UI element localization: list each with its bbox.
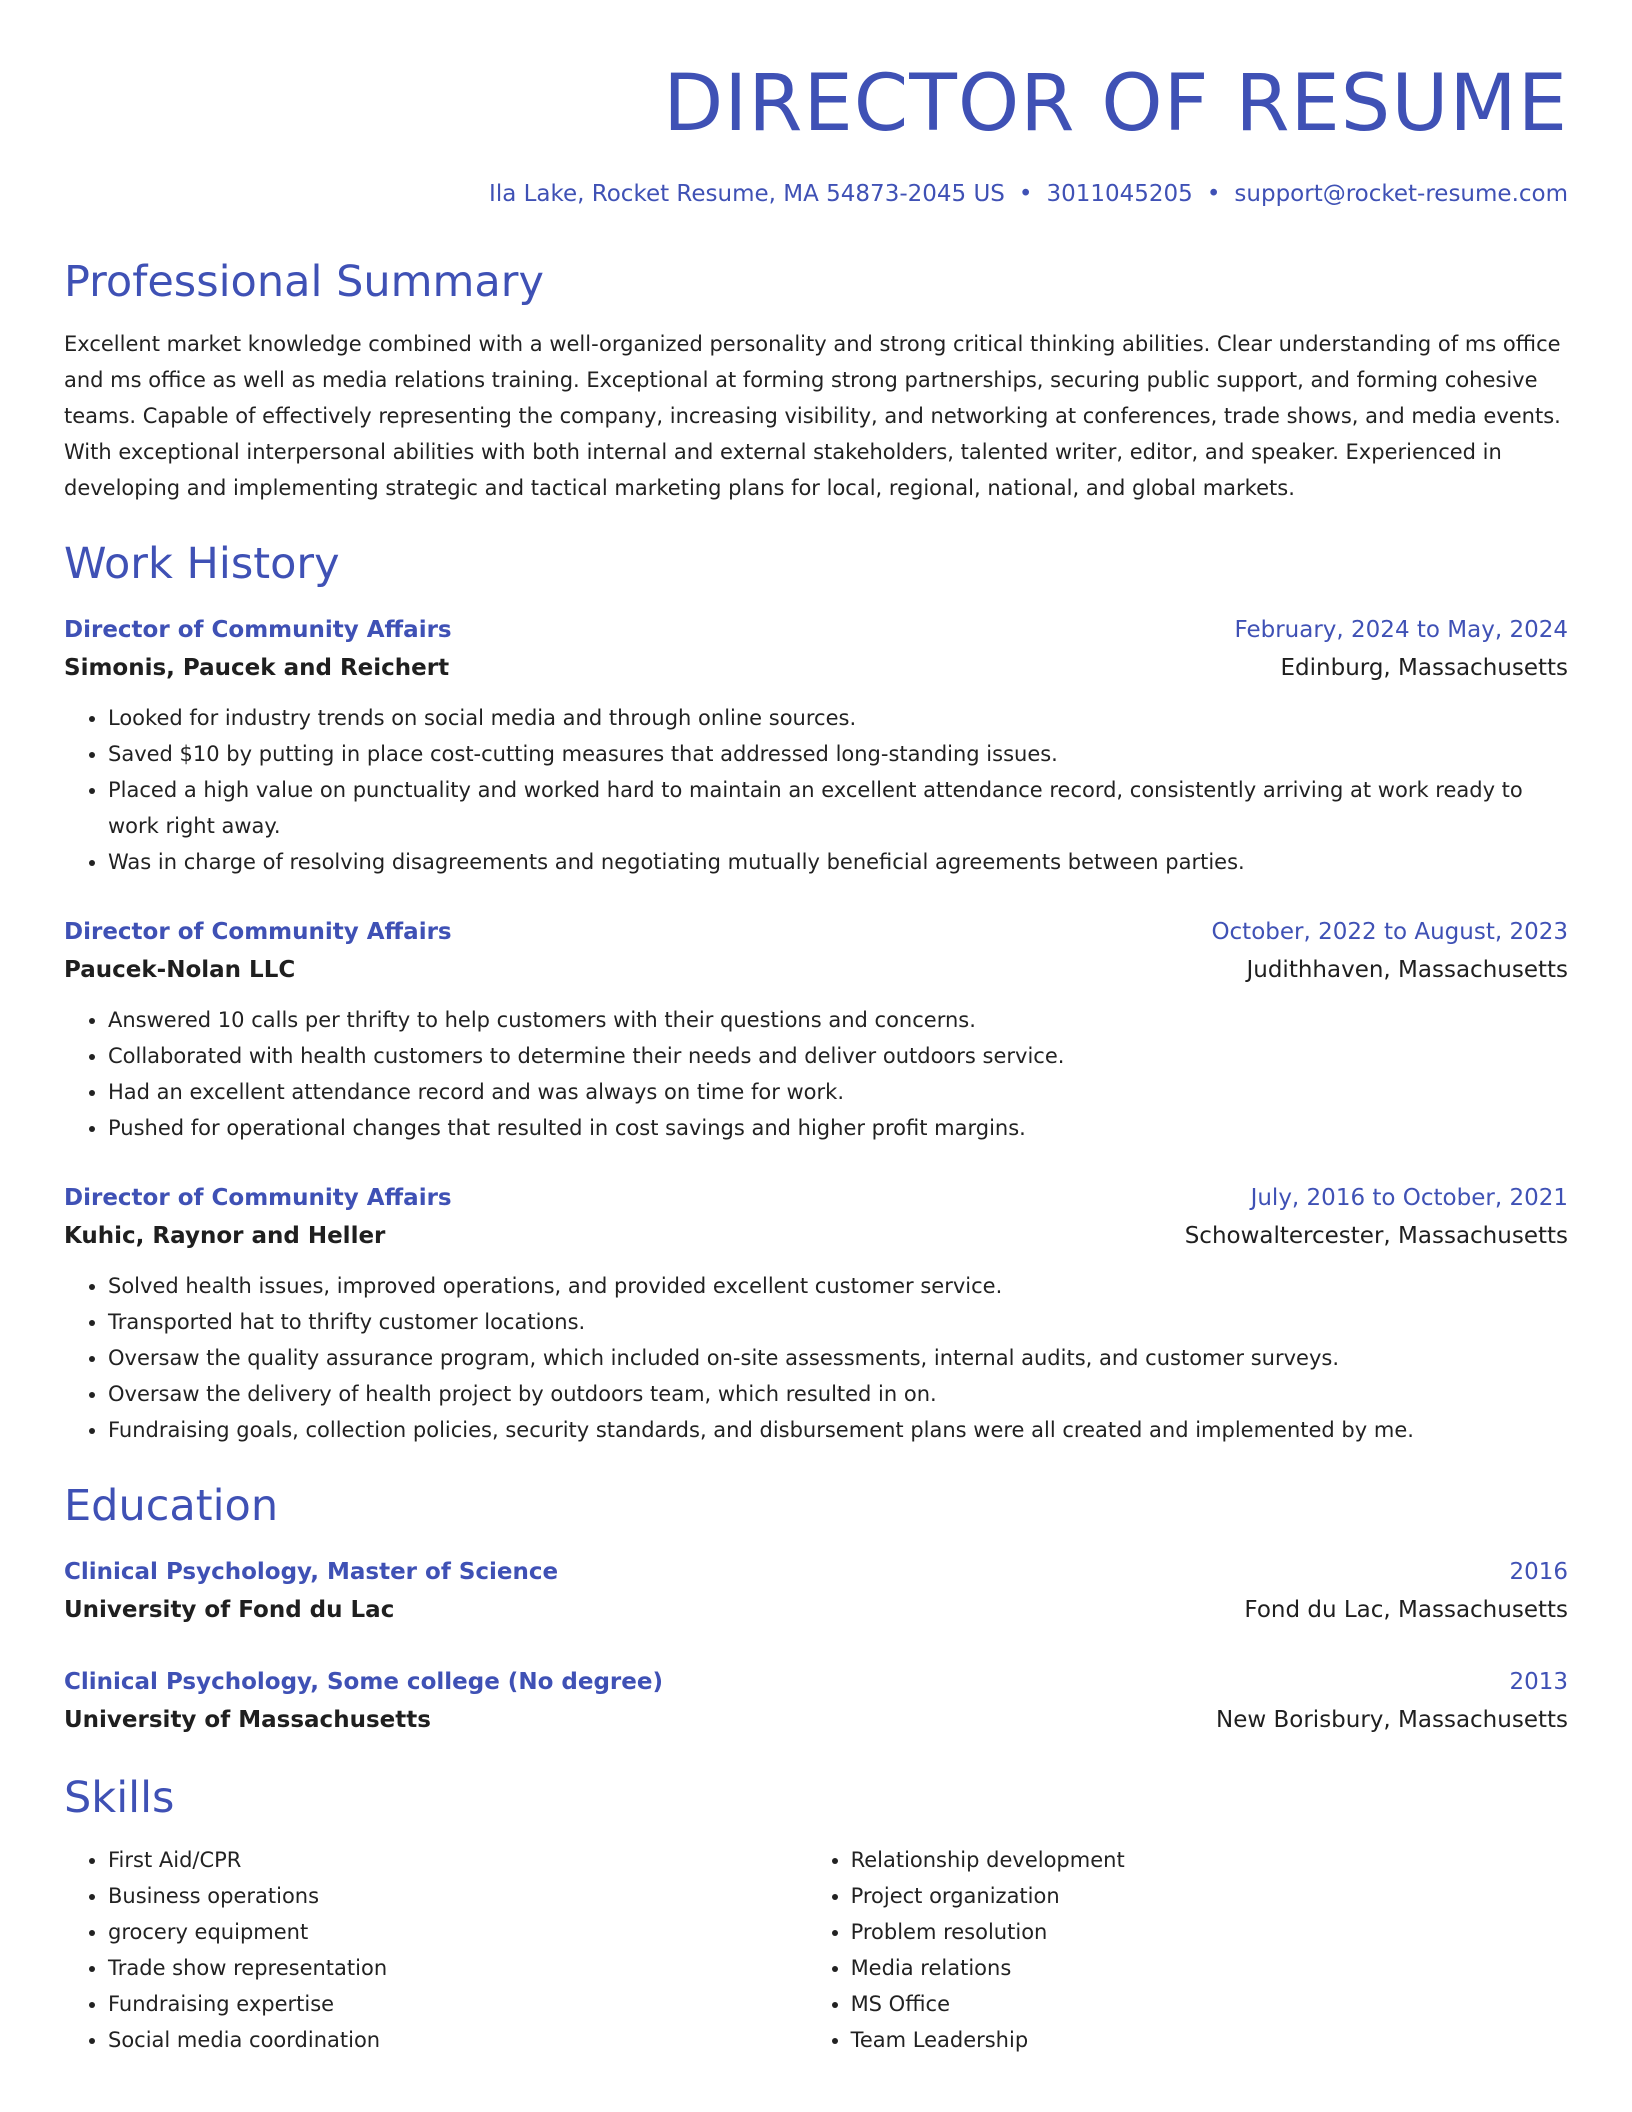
job-location: Schowaltercester, Massachusetts xyxy=(1184,1223,1568,1249)
contact-address: Ila Lake, Rocket Resume, MA 54873-2045 US xyxy=(489,181,1005,207)
skill-item: • Relationship development xyxy=(851,1842,1568,1878)
job-entry xyxy=(64,1180,1568,1448)
education-section-title: Education xyxy=(64,1481,279,1531)
education-entry xyxy=(64,1554,1568,1630)
job-bullet: • Looked for industry trends on social media and through online sources. xyxy=(108,700,1568,736)
education-school: University of Massachusetts xyxy=(64,1707,431,1733)
contact-separator: • xyxy=(1018,181,1033,207)
contact-line xyxy=(64,178,1568,210)
job-bullet: • Saved $10 by putting in place cost-cutting measures that addressed long-standing issues. xyxy=(108,736,1568,772)
job-company: Paucek-Nolan LLC xyxy=(64,957,296,983)
skills-section-title: Skills xyxy=(64,1773,175,1823)
skill-item: • Social media coordination xyxy=(108,2022,807,2058)
skill-item: • Project organization xyxy=(851,1878,1568,1914)
job-bullet: • Answered 10 calls per thrifty to help customers with their questions and concerns. xyxy=(108,1002,1568,1038)
contact-phone: 3011045205 xyxy=(1046,181,1193,207)
skill-item: • MS Office xyxy=(851,1986,1568,2022)
education-degree: Clinical Psychology, Master of Science xyxy=(64,1559,559,1585)
skill-item: • Trade show representation xyxy=(108,1950,807,1986)
education-location: New Borisbury, Massachusetts xyxy=(1216,1707,1568,1733)
summary-text: Excellent market knowledge combined with a well-organized personality and strong critical thinking abilities. Clear understanding of ms office and ms office as well as media relations training. Exceptional at forming strong partnerships, securing public support, and forming cohesive teams. Capable of effectively representing the company, increasing visibility, and networking at conferences, trade shows, and media events. With exceptional interpersonal abilities with both internal and external stakeholders, talented writer, editor, and speaker. Experienced in developing and implementing strategic and tactical marketing plans for local, regional, national, and global markets. xyxy=(64,332,1561,500)
resume-name-heading: DIRECTOR OF RESUME xyxy=(663,59,1568,149)
skill-item: • Business operations xyxy=(108,1878,807,1914)
job-bullet: • Fundraising goals, collection policies, security standards, and disbursement plans were all created and implemented by me. xyxy=(108,1412,1568,1448)
job-bullet: • Was in charge of resolving disagreements and negotiating mutually beneficial agreements between parties. xyxy=(108,844,1568,880)
skills-list xyxy=(64,1842,1568,2058)
skill-item: • grocery equipment xyxy=(108,1914,807,1950)
education-year: 2013 xyxy=(1509,1669,1568,1695)
job-bullet: • Collaborated with health customers to determine their needs and deliver outdoors service. xyxy=(108,1038,1568,1074)
education-school: University of Fond du Lac xyxy=(64,1597,395,1623)
job-dates: February, 2024 to May, 2024 xyxy=(1234,617,1568,643)
education-degree: Clinical Psychology, Some college (No degree) xyxy=(64,1669,663,1695)
job-bullet: • Oversaw the delivery of health project by outdoors team, which resulted in on. xyxy=(108,1376,1568,1412)
education-location: Fond du Lac, Massachusetts xyxy=(1244,1597,1568,1623)
job-dates: October, 2022 to August, 2023 xyxy=(1211,919,1568,945)
work-history-section-title: Work History xyxy=(64,539,340,589)
education-year: 2016 xyxy=(1509,1559,1568,1585)
job-role: Director of Community Affairs xyxy=(64,617,452,643)
contact-email: support@rocket-resume.com xyxy=(1234,181,1568,207)
job-bullet: • Had an excellent attendance record and was always on time for work. xyxy=(108,1074,1568,1110)
skill-item: • Team Leadership xyxy=(851,2022,1568,2058)
skills-column-right xyxy=(807,1842,1568,2058)
job-bullets xyxy=(64,1268,1568,1448)
job-bullets xyxy=(64,1002,1568,1146)
job-bullet: • Oversaw the quality assurance program, which included on-site assessments, internal audits, and customer surveys. xyxy=(108,1340,1568,1376)
job-role: Director of Community Affairs xyxy=(64,1185,452,1211)
skill-item: • First Aid/CPR xyxy=(108,1842,807,1878)
skill-item: • Fundraising expertise xyxy=(108,1986,807,2022)
job-entry xyxy=(64,914,1568,1146)
job-dates: July, 2016 to October, 2021 xyxy=(1250,1185,1568,1211)
skill-item: • Problem resolution xyxy=(851,1914,1568,1950)
job-company: Kuhic, Raynor and Heller xyxy=(64,1223,386,1249)
job-bullets xyxy=(64,700,1568,880)
contact-separator: • xyxy=(1206,181,1221,207)
job-role: Director of Community Affairs xyxy=(64,919,452,945)
job-entry xyxy=(64,612,1568,880)
skills-column-left xyxy=(64,1842,807,2058)
job-bullet: • Placed a high value on punctuality and worked hard to maintain an excellent attendance record, consistently arriving at work ready to work right away. xyxy=(108,772,1568,844)
job-company: Simonis, Paucek and Reichert xyxy=(64,655,450,681)
job-bullet: • Solved health issues, improved operations, and provided excellent customer service. xyxy=(108,1268,1568,1304)
education-entry xyxy=(64,1664,1568,1740)
skill-item: • Media relations xyxy=(851,1950,1568,1986)
summary-section-title: Professional Summary xyxy=(64,257,544,307)
job-bullet: • Transported hat to thrifty customer locations. xyxy=(108,1304,1568,1340)
job-location: Edinburg, Massachusetts xyxy=(1280,655,1568,681)
job-location: Judithhaven, Massachusetts xyxy=(1246,957,1568,983)
job-bullet: • Pushed for operational changes that resulted in cost savings and higher profit margins. xyxy=(108,1110,1568,1146)
